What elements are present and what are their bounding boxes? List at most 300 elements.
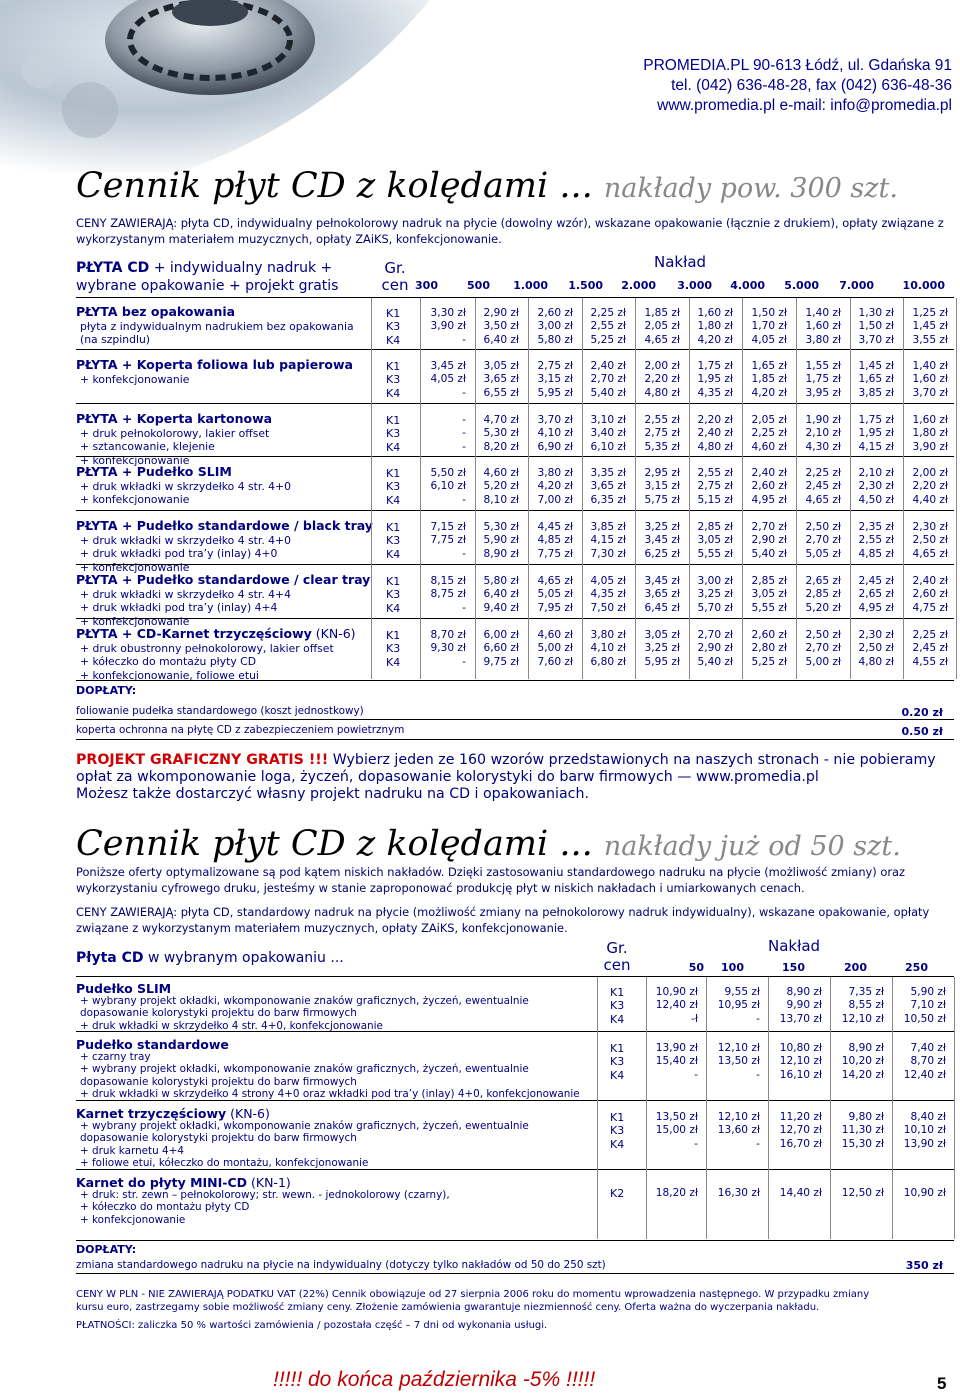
price-cell: 3,35 zł: [590, 467, 626, 479]
group-divider: [76, 1031, 954, 1032]
quantity-header-row-2: [0, 961, 960, 975]
price-cell: 1,90 zł: [805, 414, 841, 426]
column-separator: [742, 298, 743, 679]
group-description-line: + wybrany projekt okładki, wkomponowanie znaków graficznych, życzeń, ewentualnie: [80, 995, 529, 1007]
price-cell: 8,90 zł: [483, 547, 519, 560]
price-cell: 1,75 zł: [805, 373, 841, 386]
quantity-7: 5.000: [784, 279, 819, 292]
company-contact: [643, 56, 952, 116]
price-cell: 4,35 zł: [590, 588, 626, 601]
price-group-code: K3: [610, 1055, 625, 1069]
price-cell: -: [462, 655, 466, 668]
price-cell: 3,25 zł: [644, 521, 680, 533]
price-cell: 11,30 zł: [841, 1124, 884, 1137]
price-cell: 4,95 zł: [858, 601, 894, 614]
price-cell: 7,15 zł: [430, 521, 466, 533]
price-group-code: K4: [386, 493, 401, 507]
price-cell: 2,75 zł: [644, 427, 680, 440]
quantity-0: 300: [415, 279, 438, 292]
price-cell: 12,40 zł: [655, 999, 698, 1012]
price-cell: 3,40 zł: [590, 427, 626, 440]
price-cell: 9,75 zł: [483, 655, 519, 668]
price-cell: 3,85 zł: [858, 386, 894, 399]
price-cell: 5,40 zł: [751, 547, 787, 560]
price-cell: 1,60 zł: [912, 373, 948, 386]
price-cell: 1,65 zł: [858, 373, 894, 386]
price-group-code: K2: [610, 1187, 625, 1200]
price-cell: 12,50 zł: [841, 1187, 884, 1199]
price-cell: 13,90 zł: [655, 1042, 698, 1054]
price-cell: -: [462, 414, 466, 426]
price-cell: 3,65 zł: [590, 480, 626, 493]
price-cell: 10,90 zł: [655, 986, 698, 998]
price-cell: 4,05 zł: [751, 333, 787, 346]
price-cell: 6,10 zł: [590, 440, 626, 453]
price-group-code: K4: [386, 547, 401, 561]
price-cell: 3,00 zł: [697, 575, 733, 587]
price-cell: 3,05 zł: [697, 534, 733, 547]
quantity-8: 7.000: [839, 279, 874, 292]
price-cell: 3,10 zł: [590, 414, 626, 426]
price-cell: 2,55 zł: [590, 320, 626, 333]
price-cell: 2,25 zł: [912, 629, 948, 641]
quantity-1: 100: [721, 961, 744, 974]
price-cell: 2,90 zł: [751, 534, 787, 547]
group-description-line: dopasowanie kolorystyki projektu do barw firmowych: [80, 1132, 357, 1145]
heading2-bold: Płyta CD: [76, 950, 144, 966]
price-cell: 3,90 zł: [430, 320, 466, 333]
group-title-main: PŁYTA + Pudełko standardowe / clear tray: [76, 572, 371, 587]
price-cell: -: [756, 1068, 760, 1081]
price-cell: 8,55 zł: [848, 999, 884, 1012]
price-cell: 2,40 zł: [751, 467, 787, 479]
extra-2-label: koperta ochronna na płytę CD z zabezpieczeniem powietrznym: [76, 724, 405, 736]
price-cell: 1,80 zł: [912, 427, 948, 440]
price-cell: 4,75 zł: [912, 601, 948, 614]
section1-intro: CENY ZAWIERAJĄ: płyta CD, indywidualny pełnokolorowy nadruk na płycie (dowolny wzór), wskazane opakowanie (łącznie z drukiem), opłaty związane z wykorzystanym materiałem muzycznych, opłaty ZAiKS, konfekcjonowanie.: [76, 216, 944, 246]
section2-title: [76, 824, 901, 864]
price-cell: 4,05 zł: [430, 373, 466, 386]
column-separator: [796, 298, 797, 679]
price-cell: 12,10 zł: [779, 1055, 822, 1068]
group-title: [76, 981, 171, 996]
price-group-code: K3: [386, 480, 401, 494]
price-group-code: K3: [386, 534, 401, 548]
doplaty-divider-bottom: [76, 739, 954, 740]
quantity-0: 50: [688, 961, 704, 974]
price-cell: 2,10 zł: [805, 427, 841, 440]
price-cell: 8,70 zł: [910, 1055, 946, 1068]
price-cell: 8,40 zł: [910, 1111, 946, 1123]
section1-title-main: Cennik płyt CD z kolędami ...: [76, 166, 593, 206]
price-cell: 8,10 zł: [483, 493, 519, 506]
price-cell: 5,30 zł: [483, 427, 519, 440]
price-cell: -: [756, 1012, 760, 1025]
price-cell: 2,00 zł: [644, 360, 680, 372]
footer-line2: kursu euro, zastrzegamy sobie możliwość zmiany ceny. Złożenie zamówienia gwarantuje niezmienność ceny. Oferta ważna do wyczerpania nakładu.: [76, 1302, 820, 1313]
price-cell: 13,50 zł: [717, 1055, 760, 1068]
price-group-code: K3: [386, 427, 401, 441]
price-cell: 8,20 zł: [483, 440, 519, 453]
group-description-line: (na szpindlu): [80, 333, 151, 347]
price-cell: 3,45 zł: [430, 360, 466, 372]
price-cell: 10,90 zł: [903, 1187, 946, 1199]
price-cell: 1,85 zł: [751, 373, 787, 386]
price-cell: 3,70 zł: [537, 414, 573, 426]
price-cell: 2,45 zł: [858, 575, 894, 587]
group-description-line: płyta z indywidualnym nadrukiem bez opakowania: [80, 320, 354, 333]
price-cell: 1,25 zł: [912, 307, 948, 319]
extra-1-price: 0.20 zł: [901, 706, 943, 719]
group-description-line: + druk wkładki w skrzydełko 4 str. 4+0: [80, 534, 291, 547]
price-cell: 1,75 zł: [697, 360, 733, 372]
price-cell: 2,20 zł: [644, 373, 680, 386]
footer-line1: CENY W PLN - NIE ZAWIERAJĄ PODATKU VAT (22%) Cennik obowiązuje od 27 sierpnia 2006 roku do momentu wprowadzenia następnego. W przypadku zmiany: [76, 1289, 870, 1300]
cen-label: cen: [381, 276, 409, 294]
price-cell: 2,50 zł: [805, 629, 841, 641]
price-cell: 9,40 zł: [483, 601, 519, 614]
doplaty2-divider-top: [76, 1240, 954, 1241]
group-description-line: + druk pełnokolorowy, lakier offset: [80, 427, 270, 440]
group-title: [76, 304, 235, 319]
price-cell: -: [756, 1137, 760, 1150]
gr-label-2: Gr.: [606, 939, 628, 957]
price-cell: 2,90 zł: [483, 307, 519, 319]
price-cell: 13,90 zł: [903, 1137, 946, 1150]
discount-banner: !!!!! do końca października -5% !!!!!: [273, 1368, 596, 1391]
price-cell: 1,45 zł: [912, 320, 948, 333]
group-divider: [76, 349, 954, 350]
price-cell: -: [694, 1068, 698, 1081]
group-description-line: + druk wkładki w skrzydełko 4 strony 4+0 oraz wkładki pod tra’y (inlay) 4+0, konfekcjonowanie: [80, 1087, 580, 1100]
price-cell: 6,10 zł: [430, 480, 466, 493]
footer-payment: PŁATNOŚCI: zaliczka 50 % wartości zamówienia / pozostała część – 7 dni od wykonania usługi.: [76, 1320, 548, 1331]
price-cell: 15,00 zł: [655, 1124, 698, 1137]
price-cell: 5,30 zł: [483, 521, 519, 533]
extras-divider: [76, 719, 954, 720]
section2-intro-2: CENY ZAWIERAJĄ: płyta CD, standardowy nadruk na płycie (możliwość zmiany na pełnokolorowy nadruk indywidualny), wskazane opakowanie, opłaty związane z wykorzystanym materiałem muzycznych, opłaty ZAiKS, konfekcjonowanie.: [76, 905, 930, 935]
company-web-email: www.promedia.pl e-mail: info@promedia.pl: [657, 97, 952, 114]
price-cell: 3,80 zł: [805, 333, 841, 346]
price-cell: 2,05 zł: [751, 414, 787, 426]
price-cell: 4,35 zł: [697, 386, 733, 399]
price-cell: 2,65 zł: [858, 588, 894, 601]
group-description-line: + druk wkładki pod tra’y (inlay) 4+4: [80, 601, 278, 615]
price-cell: 2,85 zł: [697, 521, 733, 533]
price-cell: 4,85 zł: [858, 547, 894, 560]
group-title-main: PŁYTA + CD-Karnet trzyczęściowy: [76, 626, 312, 641]
column-separator: [830, 977, 831, 1239]
group-title: [76, 626, 356, 641]
price-cell: 7,95 zł: [537, 601, 573, 614]
price-cell: 7,75 zł: [430, 534, 466, 547]
price-cell: 5,80 zł: [537, 333, 573, 346]
price-cell: 1,75 zł: [858, 414, 894, 426]
price-cell: 4,60 zł: [751, 440, 787, 453]
price-cell: 2,50 zł: [805, 521, 841, 533]
price-cell: 15,30 zł: [841, 1137, 884, 1150]
group-description-line: dopasowanie kolorystyki projektu do barw firmowych: [80, 1007, 357, 1020]
price-cell: 6,90 zł: [537, 440, 573, 453]
group-title-main: PŁYTA + Pudełko SLIM: [76, 464, 232, 479]
price-cell: 3,45 zł: [644, 534, 680, 547]
price-cell: 3,55 zł: [912, 333, 948, 346]
column-separator: [956, 298, 957, 679]
price-cell: -: [462, 386, 466, 399]
price-cell: 1,50 zł: [751, 307, 787, 319]
price-cell: 4,85 zł: [537, 534, 573, 547]
price-cell: 12,10 zł: [841, 1012, 884, 1025]
group-title-code: (KN-6): [226, 1106, 270, 1121]
group-description-line: + wybrany projekt okładki, wkomponowanie znaków graficznych, życzeń, ewentualnie: [80, 1063, 529, 1076]
heading-line2: wybrane opakowanie + projekt gratis: [76, 278, 339, 294]
price-cell: 3,70 zł: [858, 333, 894, 346]
group-title: [76, 1175, 291, 1190]
extra-label: zmiana standardowego nadruku na płycie na indywidualny (dotyczy tylko nakładów od 50 do 250 szt): [76, 1259, 606, 1271]
section1-title-sub: nakłady pow. 300 szt.: [603, 173, 898, 204]
group-description-line: + druk wkładki w skrzydełko 4 str. 4+4: [80, 588, 291, 601]
price-cell: 5,80 zł: [483, 575, 519, 587]
price-cell: 1,40 zł: [912, 360, 948, 372]
price-cell: 8,90 zł: [786, 986, 822, 998]
price-cell: 6,60 zł: [483, 642, 519, 655]
header-ornament-photo: [0, 0, 430, 172]
group-title: [76, 411, 272, 426]
price-cell: 3,25 zł: [644, 642, 680, 655]
price-cell: 5,90 zł: [910, 986, 946, 998]
price-cell: 5,00 zł: [537, 642, 573, 655]
group-description-line: + druk wkładki w skrzydełko 4 str. 4+0: [80, 480, 291, 493]
quantity-3: 200: [844, 961, 867, 974]
price-cell: 5,05 zł: [805, 547, 841, 560]
group-title: [76, 357, 353, 372]
price-cell: 14,40 zł: [779, 1187, 822, 1199]
heading-bold: PŁYTA CD: [76, 260, 150, 276]
price-cell: 5,35 zł: [644, 440, 680, 453]
group-description-line: + konfekcjonowanie: [80, 453, 190, 467]
promo-line2: opłat za wkomponowanie loga, życzeń, dopasowanie kolorystyki do barw firmowych — www.promedia.pl: [76, 769, 819, 785]
price-cell: 8,90 zł: [848, 1042, 884, 1054]
price-cell: 1,60 zł: [805, 320, 841, 333]
price-cell: 2,25 zł: [590, 307, 626, 319]
group-description-line: + druk obustronny pełnokolorowy, lakier offset: [80, 642, 334, 655]
price-cell: 5,55 zł: [697, 547, 733, 560]
price-cell: -: [462, 493, 466, 506]
price-cell: 3,70 zł: [912, 386, 948, 399]
price-cell: 1,95 zł: [858, 427, 894, 440]
column-separator: [646, 977, 647, 1239]
promo-line3: Możesz także dostarczyć własny projekt nadruku na CD i opakowaniach.: [76, 786, 589, 802]
price-cell: 4,65 zł: [644, 333, 680, 346]
price-group-code: K1: [386, 629, 401, 642]
price-cell: 4,30 zł: [805, 440, 841, 453]
column-separator: [768, 977, 769, 1239]
price-cell: 4,10 zł: [590, 642, 626, 655]
price-cell: 2,55 zł: [697, 467, 733, 479]
price-group-code: K1: [386, 575, 401, 588]
quantity-3: 1.500: [568, 279, 603, 292]
group-description-line: + kółeczko do montażu płyty CD: [80, 655, 257, 669]
column-separator: [582, 298, 583, 679]
price-cell: 9,90 zł: [786, 999, 822, 1012]
price-cell: 14,20 zł: [841, 1068, 884, 1081]
price-cell: 9,55 zł: [724, 986, 760, 998]
footer-terms: [76, 1288, 956, 1332]
column-separator: [597, 977, 598, 1239]
price-cell: 1,80 zł: [697, 320, 733, 333]
price-cell: -ł: [691, 1012, 698, 1025]
price-cell: 4,80 zł: [858, 655, 894, 668]
group-description-line: + konfekcjonowanie: [80, 1213, 186, 1226]
price-cell: 4,65 zł: [912, 547, 948, 560]
price-cell: 10,80 zł: [779, 1042, 822, 1054]
doplaty-divider-top: [76, 680, 954, 681]
price-cell: 2,45 zł: [805, 480, 841, 493]
price-cell: 3,80 zł: [590, 629, 626, 641]
group-description-line: + konfekcjonowanie, foliowe etui: [80, 668, 259, 682]
doplaty2-divider-bottom: [76, 1273, 954, 1274]
header-divider: [76, 297, 954, 298]
price-cell: 3,85 zł: [590, 521, 626, 533]
doplaty2-label: DOPŁATY:: [76, 1243, 137, 1256]
price-cell: 2,80 zł: [751, 642, 787, 655]
price-cell: 3,50 zł: [483, 320, 519, 333]
gr-label: Gr.: [384, 259, 406, 277]
column-separator: [689, 298, 690, 679]
promo-line1: Wybierz jeden ze 160 wzorów przedstawionych na naszych stronach - nie pobieramy: [328, 752, 936, 768]
price-cell: 2,75 zł: [697, 480, 733, 493]
price-cell: 1,65 zł: [751, 360, 787, 372]
group-divider: [76, 510, 954, 511]
price-cell: 2,30 zł: [858, 629, 894, 641]
price-cell: 1,55 zł: [805, 360, 841, 372]
price-cell: 2,40 zł: [590, 360, 626, 372]
price-cell: 5,25 zł: [751, 655, 787, 668]
price-cell: 12,10 zł: [717, 1042, 760, 1054]
price-cell: 5,20 zł: [805, 601, 841, 614]
price-cell: 16,30 zł: [717, 1187, 760, 1199]
price-cell: 4,95 zł: [751, 493, 787, 506]
price-cell: 2,60 zł: [751, 480, 787, 493]
group-description-line: + druk: str. zewn – pełnokolorowy; str. wewn. - jednokolorowy (czarny),: [80, 1189, 450, 1201]
group-description-line: + druk wkładki pod tra’y (inlay) 4+0: [80, 547, 278, 561]
price-cell: 3,95 zł: [805, 386, 841, 399]
group-title: [76, 464, 232, 479]
price-cell: 7,00 zł: [537, 493, 573, 506]
price-cell: 2,60 zł: [537, 307, 573, 319]
price-cell: 4,20 zł: [537, 480, 573, 493]
section2-title-main: Cennik płyt CD z kolędami ...: [76, 824, 593, 864]
group-title-code: (KN-6): [311, 626, 356, 641]
price-cell: 2,30 zł: [858, 480, 894, 493]
price-cell: 4,40 zł: [912, 493, 948, 506]
price-cell: 2,20 zł: [697, 414, 733, 426]
price-cell: 3,05 zł: [483, 360, 519, 372]
price-cell: -: [462, 440, 466, 453]
price-cell: 8,75 zł: [430, 588, 466, 601]
price-cell: 5,95 zł: [537, 386, 573, 399]
price-group-code: K1: [610, 1111, 625, 1124]
group-title: [76, 1037, 229, 1052]
column-separator: [706, 977, 707, 1239]
price-cell: 2,85 zł: [805, 588, 841, 601]
price-cell: 2,40 zł: [912, 575, 948, 587]
group-title-main: PŁYTA + Koperta kartonowa: [76, 411, 273, 426]
price-cell: 7,30 zł: [590, 547, 626, 560]
doplaty-label: DOPŁATY:: [76, 684, 137, 697]
company-phone: tel. (042) 636-48-28, fax (042) 636-48-36: [671, 77, 952, 94]
price-cell: 4,15 zł: [858, 440, 894, 453]
price-group-code: K4: [610, 1012, 625, 1026]
price-group-code: K4: [386, 333, 401, 347]
price-group-code: K3: [610, 999, 625, 1013]
group-divider: [76, 1169, 954, 1170]
promo-headline: PROJEKT GRAFICZNY GRATIS !!!: [76, 752, 329, 768]
price-group-code: K1: [610, 1042, 625, 1055]
price-cell: 13,60 zł: [717, 1124, 760, 1137]
price-cell: 2,85 zł: [751, 575, 787, 587]
price-group-code: K1: [386, 521, 401, 534]
price-cell: 8,70 zł: [430, 629, 466, 641]
price-cell: 2,25 zł: [751, 427, 787, 440]
price-cell: 6,45 zł: [644, 601, 680, 614]
quantity-header-row: [0, 276, 960, 294]
price-cell: 2,30 zł: [912, 521, 948, 533]
price-cell: 4,10 zł: [537, 427, 573, 440]
group-description-line: + sztancowanie, klejenie: [80, 440, 215, 454]
price-cell: 2,70 zł: [805, 534, 841, 547]
price-cell: 2,10 zł: [858, 467, 894, 479]
price-cell: -: [694, 1137, 698, 1150]
price-cell: 12,40 zł: [903, 1068, 946, 1081]
price-cell: 3,05 zł: [751, 588, 787, 601]
price-cell: 10,20 zł: [841, 1055, 884, 1068]
price-cell: 6,00 zł: [483, 629, 519, 641]
group-title-main: Karnet trzyczęściowy: [76, 1106, 227, 1121]
price-cell: 16,70 zł: [779, 1137, 822, 1150]
price-group-code: K4: [386, 655, 401, 669]
price-cell: 5,40 zł: [697, 655, 733, 668]
group-title-main: PŁYTA + Pudełko standardowe / black tray: [76, 518, 373, 533]
price-group-code: K3: [386, 320, 401, 334]
price-cell: 2,05 zł: [644, 320, 680, 333]
column-separator: [371, 298, 372, 679]
price-cell: 5,50 zł: [430, 467, 466, 479]
column-separator: [954, 977, 955, 1239]
price-cell: 3,00 zł: [537, 320, 573, 333]
price-group-code: K1: [386, 307, 401, 320]
quantity-2: 150: [782, 961, 805, 974]
column-separator: [475, 298, 476, 679]
price-group-code: K1: [386, 414, 401, 427]
price-cell: 18,20 zł: [655, 1187, 698, 1199]
quantity-6: 4.000: [730, 279, 765, 292]
price-cell: 7,10 zł: [910, 999, 946, 1012]
price-cell: 4,20 zł: [751, 386, 787, 399]
group-title: [76, 572, 370, 587]
price-cell: 1,70 zł: [751, 320, 787, 333]
promo-block: [76, 752, 956, 803]
group-divider: [76, 564, 954, 565]
group-description-line: dopasowanie kolorystyki projektu do barw firmowych: [80, 1075, 357, 1088]
price-cell: 5,75 zł: [644, 493, 680, 506]
price-cell: 6,40 zł: [483, 588, 519, 601]
price-cell: 2,70 zł: [697, 629, 733, 641]
group-title: [76, 1106, 270, 1121]
group-description-line: + foliowe etui, kółeczko do montażu, konfekcjonowanie: [80, 1156, 369, 1169]
price-cell: 5,15 zł: [697, 493, 733, 506]
cen-label-2: cen: [603, 956, 631, 974]
